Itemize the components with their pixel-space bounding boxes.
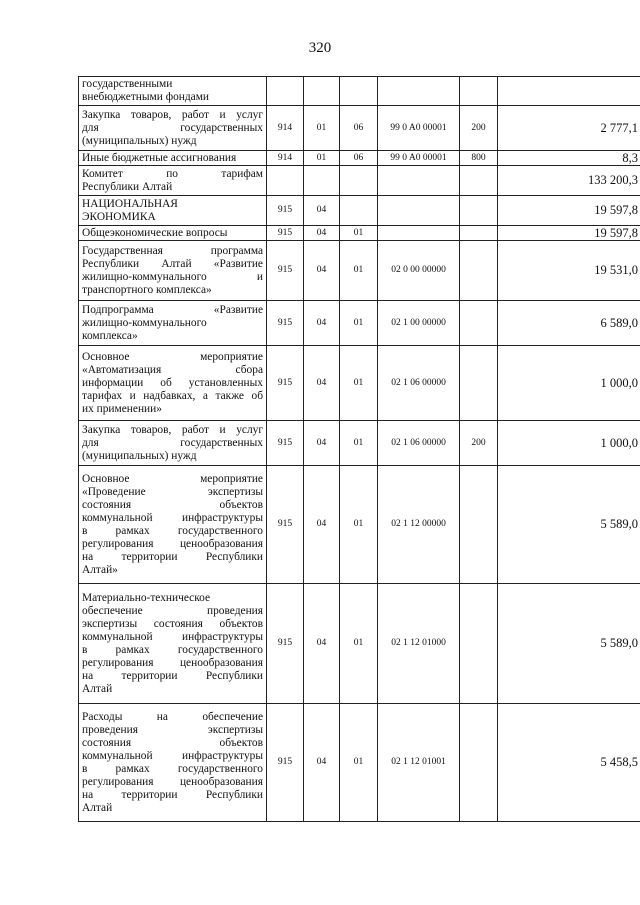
csr-code-cell bbox=[378, 196, 460, 226]
row-name-line: их применении» bbox=[82, 402, 162, 415]
page-number: 320 bbox=[308, 40, 332, 56]
row-name-line: Основное мероприятие bbox=[82, 472, 263, 485]
row-name-line: для государственных bbox=[82, 121, 263, 134]
row-name-cell bbox=[79, 241, 267, 301]
vr-code-cell bbox=[460, 346, 498, 421]
gr-code-cell: 915 bbox=[267, 346, 304, 421]
gr-code-cell: 915 bbox=[267, 584, 304, 704]
row-name-line: регулирования ценообразования bbox=[82, 656, 263, 669]
gr-code-cell: 915 bbox=[267, 421, 304, 466]
row-name-line: Комитет по тарифам bbox=[82, 167, 263, 180]
rz-code-cell bbox=[304, 77, 340, 106]
vr-code-cell bbox=[460, 196, 498, 226]
row-name-line: на территории Республики bbox=[82, 669, 263, 682]
row-name-line: жилищно-коммунального bbox=[82, 316, 207, 329]
pr-code-cell: 01 bbox=[340, 346, 378, 421]
row-name-line: Подпрограмма «Развитие bbox=[82, 303, 263, 316]
row-name-line: Материально-техническое bbox=[82, 591, 211, 604]
table-row bbox=[79, 151, 640, 166]
row-name-line: на территории Республики bbox=[82, 788, 263, 801]
amount-cell: 1 000,0 bbox=[498, 421, 640, 466]
vr-code-cell bbox=[460, 166, 498, 196]
vr-code-cell bbox=[460, 77, 498, 106]
gr-code-cell: 915 bbox=[267, 704, 304, 822]
row-name-cell bbox=[79, 106, 267, 151]
amount-cell: 19 597,8 bbox=[498, 226, 640, 241]
pr-code-cell: 01 bbox=[340, 226, 378, 241]
vr-code-cell bbox=[460, 226, 498, 241]
table-row bbox=[79, 584, 640, 704]
gr-code-cell: 915 bbox=[267, 226, 304, 241]
amount-cell: 8,3 bbox=[498, 151, 640, 166]
table-row bbox=[79, 704, 640, 822]
gr-code-cell: 915 bbox=[267, 466, 304, 584]
rz-code-cell: 04 bbox=[304, 301, 340, 346]
amount-cell: 19 531,0 bbox=[498, 241, 640, 301]
vr-code-cell: 200 bbox=[460, 421, 498, 466]
rz-code-cell bbox=[304, 166, 340, 196]
row-name-cell bbox=[79, 151, 267, 166]
amount-cell: 6 589,0 bbox=[498, 301, 640, 346]
amount-cell bbox=[498, 77, 640, 106]
row-name-cell bbox=[79, 421, 267, 466]
table-row bbox=[79, 301, 640, 346]
row-name-line: в рамках государственного bbox=[82, 762, 263, 775]
csr-code-cell bbox=[378, 166, 460, 196]
row-name-line: коммунальной инфраструктуры bbox=[82, 749, 263, 762]
row-name-line: внебюджетными фондами bbox=[82, 91, 210, 103]
row-name-line: проведения экспертизы bbox=[82, 723, 263, 736]
row-name-line: в рамках государственного bbox=[82, 643, 263, 656]
row-name-line: регулирования ценообразования bbox=[82, 775, 263, 788]
row-name-cell bbox=[79, 346, 267, 421]
budget-table-body bbox=[79, 77, 640, 822]
row-name-line: Государственная программа bbox=[82, 244, 263, 257]
vr-code-cell bbox=[460, 241, 498, 301]
pr-code-cell: 01 bbox=[340, 466, 378, 584]
row-name-line: Алтай bbox=[82, 682, 113, 695]
row-name-line: ЭКОНОМИКА bbox=[82, 210, 156, 223]
pr-code-cell bbox=[340, 196, 378, 226]
row-name-line: информации об установленных bbox=[82, 376, 263, 389]
rz-code-cell: 04 bbox=[304, 584, 340, 704]
row-name-line: (муниципальных) нужд bbox=[82, 449, 197, 462]
vr-code-cell bbox=[460, 704, 498, 822]
budget-table bbox=[78, 76, 640, 822]
row-name-cell bbox=[79, 301, 267, 346]
row-name-line: Расходы на обеспечение bbox=[82, 710, 263, 723]
row-name-line: Закупка товаров, работ и услуг bbox=[82, 108, 263, 121]
rz-code-cell: 04 bbox=[304, 241, 340, 301]
amount-cell: 1 000,0 bbox=[498, 346, 640, 421]
pr-code-cell: 06 bbox=[340, 106, 378, 151]
row-name-line: Основное мероприятие bbox=[82, 350, 263, 363]
row-name-line: Закупка товаров, работ и услуг bbox=[82, 423, 263, 436]
pr-code-cell: 01 bbox=[340, 704, 378, 822]
table-row bbox=[79, 226, 640, 241]
rz-code-cell: 04 bbox=[304, 704, 340, 822]
pr-code-cell bbox=[340, 77, 378, 106]
csr-code-cell: 02 0 00 00000 bbox=[378, 241, 460, 301]
pr-code-cell: 01 bbox=[340, 241, 378, 301]
row-name-line: «Автоматизация сбора bbox=[82, 363, 263, 376]
vr-code-cell: 800 bbox=[460, 151, 498, 166]
csr-code-cell: 02 1 06 00000 bbox=[378, 421, 460, 466]
row-name-line: в рамках государственного bbox=[82, 524, 263, 537]
amount-cell: 5 458,5 bbox=[498, 704, 640, 822]
csr-code-cell bbox=[378, 77, 460, 106]
csr-code-cell: 02 1 12 01001 bbox=[378, 704, 460, 822]
row-name-line: экспертизы состояния объектов bbox=[82, 617, 263, 630]
table-row bbox=[79, 196, 640, 226]
table-row bbox=[79, 241, 640, 301]
row-name-cell bbox=[79, 166, 267, 196]
pr-code-cell: 06 bbox=[340, 151, 378, 166]
csr-code-cell: 02 1 12 01000 bbox=[378, 584, 460, 704]
row-name-line: коммунальной инфраструктуры bbox=[82, 630, 263, 643]
row-name-line: Общеэкономические вопросы bbox=[82, 226, 228, 239]
csr-code-cell: 02 1 00 00000 bbox=[378, 301, 460, 346]
rz-code-cell: 04 bbox=[304, 421, 340, 466]
rz-code-cell: 04 bbox=[304, 196, 340, 226]
row-name-line: тарифах и надбавках, а также об bbox=[82, 389, 263, 402]
row-name-cell bbox=[79, 226, 267, 241]
amount-cell: 19 597,8 bbox=[498, 196, 640, 226]
row-name-line: (муниципальных) нужд bbox=[82, 134, 197, 147]
gr-code-cell: 915 bbox=[267, 241, 304, 301]
csr-code-cell: 99 0 A0 00001 bbox=[378, 151, 460, 166]
row-name-cell bbox=[79, 704, 267, 822]
row-name-cell bbox=[79, 77, 267, 106]
row-name-line: транспортного комплекса» bbox=[82, 283, 212, 296]
pr-code-cell: 01 bbox=[340, 584, 378, 704]
csr-code-cell bbox=[378, 226, 460, 241]
gr-code-cell bbox=[267, 77, 304, 106]
amount-cell: 2 777,1 bbox=[498, 106, 640, 151]
row-name-line: «Проведение экспертизы bbox=[82, 485, 263, 498]
gr-code-cell bbox=[267, 166, 304, 196]
vr-code-cell bbox=[460, 584, 498, 704]
row-name-line: НАЦИОНАЛЬНАЯ bbox=[82, 197, 178, 210]
row-name-line: состояния объектов bbox=[82, 736, 263, 749]
vr-code-cell: 200 bbox=[460, 106, 498, 151]
gr-code-cell: 914 bbox=[267, 106, 304, 151]
row-name-line: Алтай» bbox=[82, 563, 118, 576]
row-name-line: на территории Республики bbox=[82, 550, 263, 563]
row-name-line: регулирования ценообразования bbox=[82, 537, 263, 550]
vr-code-cell bbox=[460, 466, 498, 584]
rz-code-cell: 04 bbox=[304, 346, 340, 421]
table-row bbox=[79, 166, 640, 196]
amount-cell: 133 200,3 bbox=[498, 166, 640, 196]
csr-code-cell: 02 1 12 00000 bbox=[378, 466, 460, 584]
row-name-line: состояния объектов bbox=[82, 498, 263, 511]
row-name-cell bbox=[79, 466, 267, 584]
csr-code-cell: 99 0 A0 00001 bbox=[378, 106, 460, 151]
row-name-cell bbox=[79, 196, 267, 226]
gr-code-cell: 914 bbox=[267, 151, 304, 166]
pr-code-cell: 01 bbox=[340, 301, 378, 346]
table-row bbox=[79, 346, 640, 421]
table-row bbox=[79, 106, 640, 151]
table-row bbox=[79, 466, 640, 584]
row-name-line: Республики Алтай «Развитие bbox=[82, 257, 263, 270]
rz-code-cell: 01 bbox=[304, 151, 340, 166]
rz-code-cell: 04 bbox=[304, 226, 340, 241]
amount-cell: 5 589,0 bbox=[498, 466, 640, 584]
table-row bbox=[79, 77, 640, 106]
row-name-line: Иные бюджетные ассигнования bbox=[82, 151, 237, 164]
row-name-line: для государственных bbox=[82, 436, 263, 449]
row-name-line: Республики Алтай bbox=[82, 180, 173, 193]
row-name-line: Алтай bbox=[82, 801, 113, 814]
row-name-line: коммунальной инфраструктуры bbox=[82, 511, 263, 524]
vr-code-cell bbox=[460, 301, 498, 346]
gr-code-cell: 915 bbox=[267, 196, 304, 226]
row-name-line: государственными bbox=[82, 78, 173, 90]
row-name-line: жилищно-коммунального и bbox=[82, 270, 263, 283]
row-name-cell bbox=[79, 584, 267, 704]
amount-cell: 5 589,0 bbox=[498, 584, 640, 704]
rz-code-cell: 04 bbox=[304, 466, 340, 584]
row-name-line: обеспечение проведения bbox=[82, 604, 263, 617]
gr-code-cell: 915 bbox=[267, 301, 304, 346]
csr-code-cell: 02 1 06 00000 bbox=[378, 346, 460, 421]
rz-code-cell: 01 bbox=[304, 106, 340, 151]
pr-code-cell: 01 bbox=[340, 421, 378, 466]
table-row bbox=[79, 421, 640, 466]
row-name-line: комплекса» bbox=[82, 329, 138, 342]
pr-code-cell bbox=[340, 166, 378, 196]
